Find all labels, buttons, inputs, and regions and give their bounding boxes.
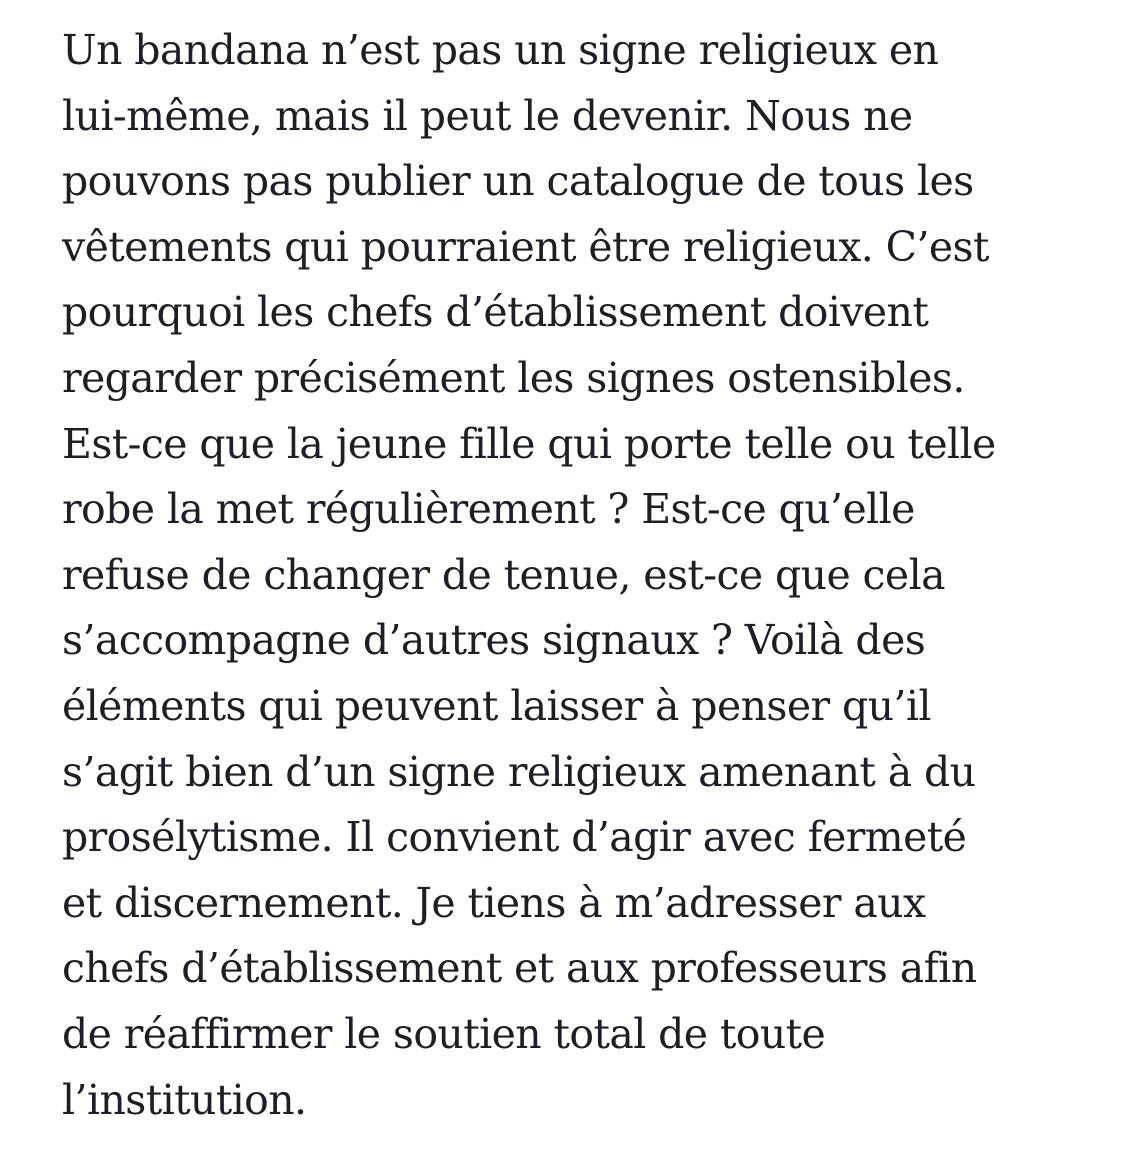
paragraph-line: prosélytisme. Il convient d’agir avec fermeté <box>62 813 967 862</box>
paragraph-line: refuse de changer de tenue, est-ce que cela <box>62 550 945 599</box>
paragraph-line: s’accompagne d’autres signaux ? Voilà des <box>62 616 926 665</box>
paragraph-line: Est-ce que la jeune fille qui porte telle ou telle <box>62 419 996 468</box>
paragraph-line: lui-même, mais il peut le devenir. Nous ne <box>62 91 913 140</box>
paragraph-line: Un bandana n’est pas un signe religieux en <box>62 26 939 74</box>
paragraph-line: éléments qui peuvent laisser à penser qu’il <box>62 681 931 730</box>
paragraph-line: vêtements qui pourraient être religieux. C’est <box>62 222 989 271</box>
paragraph-line: regarder précisément les signes ostensibles. <box>62 353 965 402</box>
paragraph-line: robe la met régulièrement ? Est-ce qu’elle <box>62 485 915 534</box>
article-paragraph <box>62 18 1102 1133</box>
paragraph-line: pouvons pas publier un catalogue de tous les <box>62 157 974 206</box>
paragraph-line: l’institution. <box>62 1075 307 1124</box>
paragraph-line: et discernement. Je tiens à m’adresser aux <box>62 878 926 927</box>
paragraph-line: chefs d’établissement et aux professeurs afin <box>62 944 977 993</box>
paragraph-line: pourquoi les chefs d’établissement doivent <box>62 288 929 337</box>
paragraph-line: s’agit bien d’un signe religieux amenant à du <box>62 747 976 796</box>
paragraph-line: de réaffirmer le soutien total de toute <box>62 1009 826 1058</box>
